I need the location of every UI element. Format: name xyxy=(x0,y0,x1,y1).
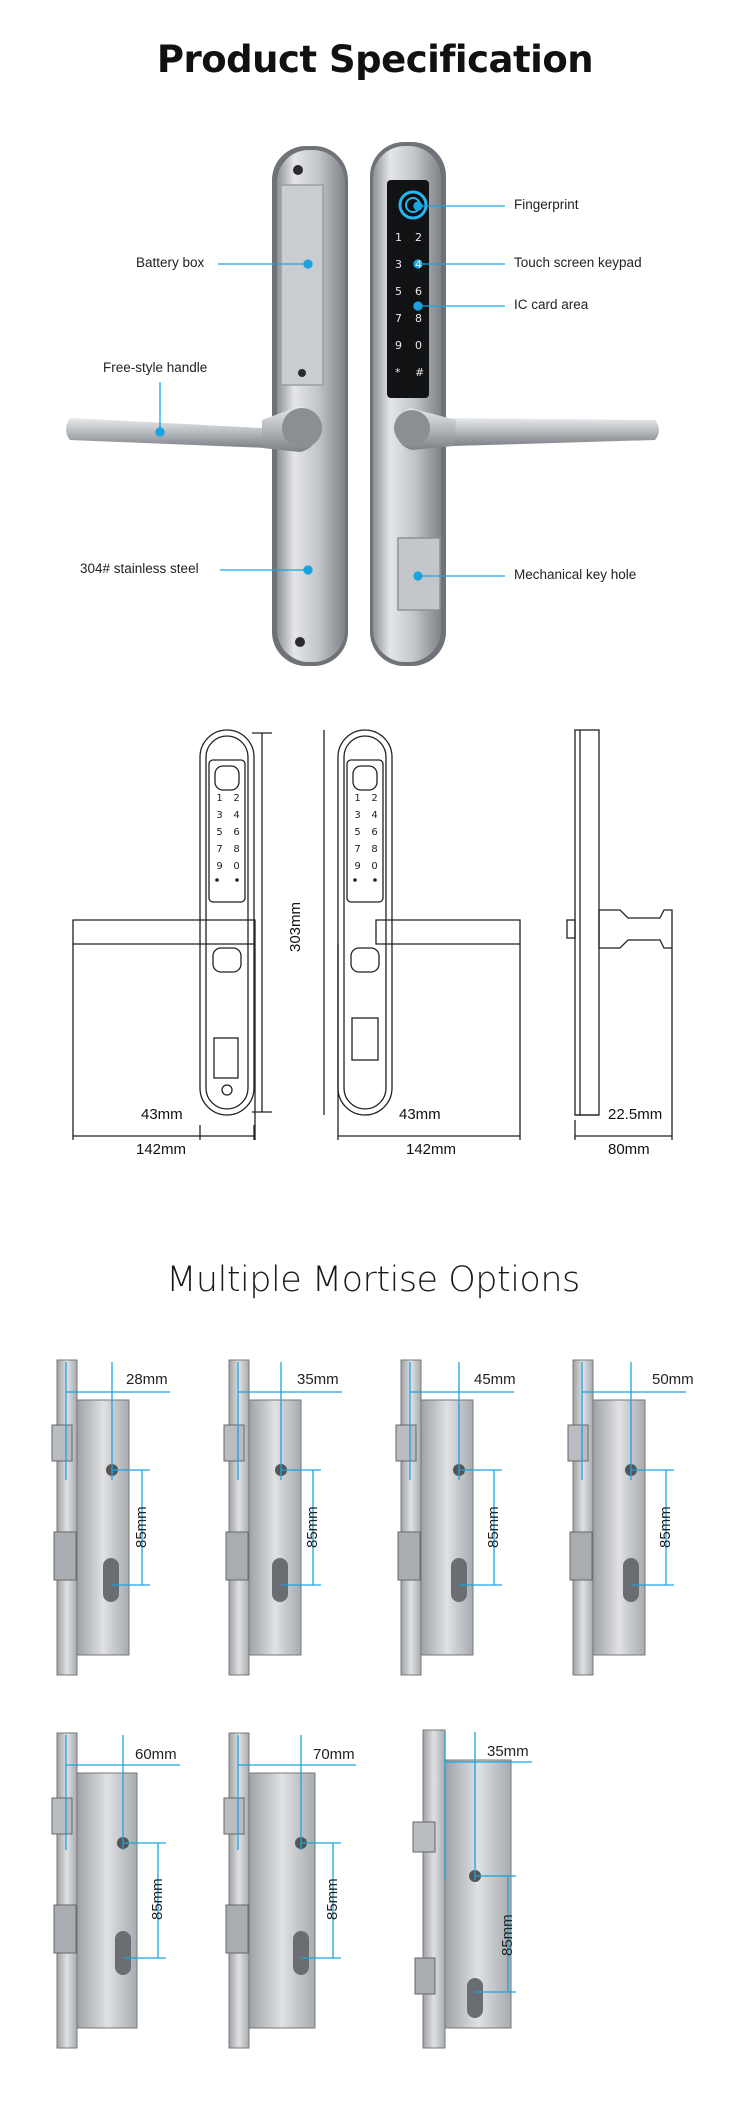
dim-height: 303mm xyxy=(287,901,304,952)
mortise-backset-7: 35mm xyxy=(487,1743,529,1760)
mortise-center-1: 85mm xyxy=(133,1506,150,1548)
dim-handle-length-2: 142mm xyxy=(406,1141,457,1158)
key-8[interactable]: 8 xyxy=(415,312,422,325)
drawing-key: 2 xyxy=(371,793,378,804)
callout-handle: Free-style handle xyxy=(103,360,208,375)
callout-key-hole: Mechanical key hole xyxy=(514,567,637,582)
callout-steel: 304# stainless steel xyxy=(80,561,199,576)
drawing-key: 6 xyxy=(233,827,240,838)
drawing-key: 3 xyxy=(216,810,223,821)
key-6[interactable]: 6 xyxy=(415,285,422,298)
drawing-keypad-dots xyxy=(215,878,377,882)
lock-back-panel xyxy=(66,146,348,666)
mortise-backset-1: 28mm xyxy=(126,1371,168,1388)
drawing-key: 1 xyxy=(216,793,223,804)
key-5[interactable]: 5 xyxy=(395,285,402,298)
key-3[interactable]: 3 xyxy=(395,258,402,271)
drawing-key: 7 xyxy=(354,844,361,855)
dim-side-depth: 80mm xyxy=(608,1141,650,1158)
key-7[interactable]: 7 xyxy=(395,312,402,325)
dim-handle-length-1: 142mm xyxy=(136,1141,187,1158)
mortise-backset-4: 50mm xyxy=(652,1371,694,1388)
mortise-backset-5: 60mm xyxy=(135,1746,177,1763)
mortise-center-3: 85mm xyxy=(485,1506,502,1548)
drawing-key: 1 xyxy=(354,793,361,804)
drawing-key: 3 xyxy=(354,810,361,821)
key-9[interactable]: 9 xyxy=(395,339,402,352)
drawing-key: 5 xyxy=(354,827,361,838)
drawing-keypad-1 xyxy=(211,790,245,875)
mortise-backset-6: 70mm xyxy=(313,1746,355,1763)
mortise-illustrations xyxy=(52,1360,645,2048)
dim-width-front-1: 43mm xyxy=(141,1106,183,1123)
key-star[interactable]: * xyxy=(395,366,401,379)
key-1[interactable]: 1 xyxy=(395,231,402,244)
dim-side-thickness: 22.5mm xyxy=(608,1106,663,1123)
drawing-key: 0 xyxy=(233,861,240,872)
callout-fingerprint: Fingerprint xyxy=(514,197,579,212)
drawing-key: 2 xyxy=(233,793,240,804)
mortise-backset-2: 35mm xyxy=(297,1371,339,1388)
keypad-grid xyxy=(395,224,435,386)
key-0[interactable]: 0 xyxy=(415,339,422,352)
drawing-key: 5 xyxy=(216,827,223,838)
key-hash[interactable]: # xyxy=(415,366,425,379)
mortise-center-5: 85mm xyxy=(149,1878,166,1920)
drawing-key: 0 xyxy=(371,861,378,872)
key-2[interactable]: 2 xyxy=(415,231,422,244)
mortise-center-2: 85mm xyxy=(304,1506,321,1548)
drawing-key: 8 xyxy=(371,844,378,855)
mortise-title: Multiple Mortise Options xyxy=(166,1260,580,1300)
drawing-key: 7 xyxy=(216,844,223,855)
drawing-key: 8 xyxy=(233,844,240,855)
drawing-key: 9 xyxy=(216,861,223,872)
mortise-center-7: 85mm xyxy=(499,1914,516,1956)
drawing-key: 9 xyxy=(354,861,361,872)
mortise-center-4: 85mm xyxy=(657,1506,674,1548)
callout-ic-card: IC card area xyxy=(514,297,589,312)
page-title: Product Specification xyxy=(156,38,594,81)
drawing-key: 6 xyxy=(371,827,378,838)
callout-touch-keypad: Touch screen keypad xyxy=(514,255,642,270)
lock-front-panel xyxy=(370,142,659,666)
key-4[interactable]: 4 xyxy=(415,258,422,271)
mortise-center-6: 85mm xyxy=(324,1878,341,1920)
dim-width-front-2: 43mm xyxy=(399,1106,441,1123)
drawing-key: 4 xyxy=(233,810,240,821)
drawing-key: 4 xyxy=(371,810,378,821)
callout-battery-box: Battery box xyxy=(136,255,205,270)
drawing-keypad-2 xyxy=(349,790,383,875)
mortise-backset-3: 45mm xyxy=(474,1371,516,1388)
